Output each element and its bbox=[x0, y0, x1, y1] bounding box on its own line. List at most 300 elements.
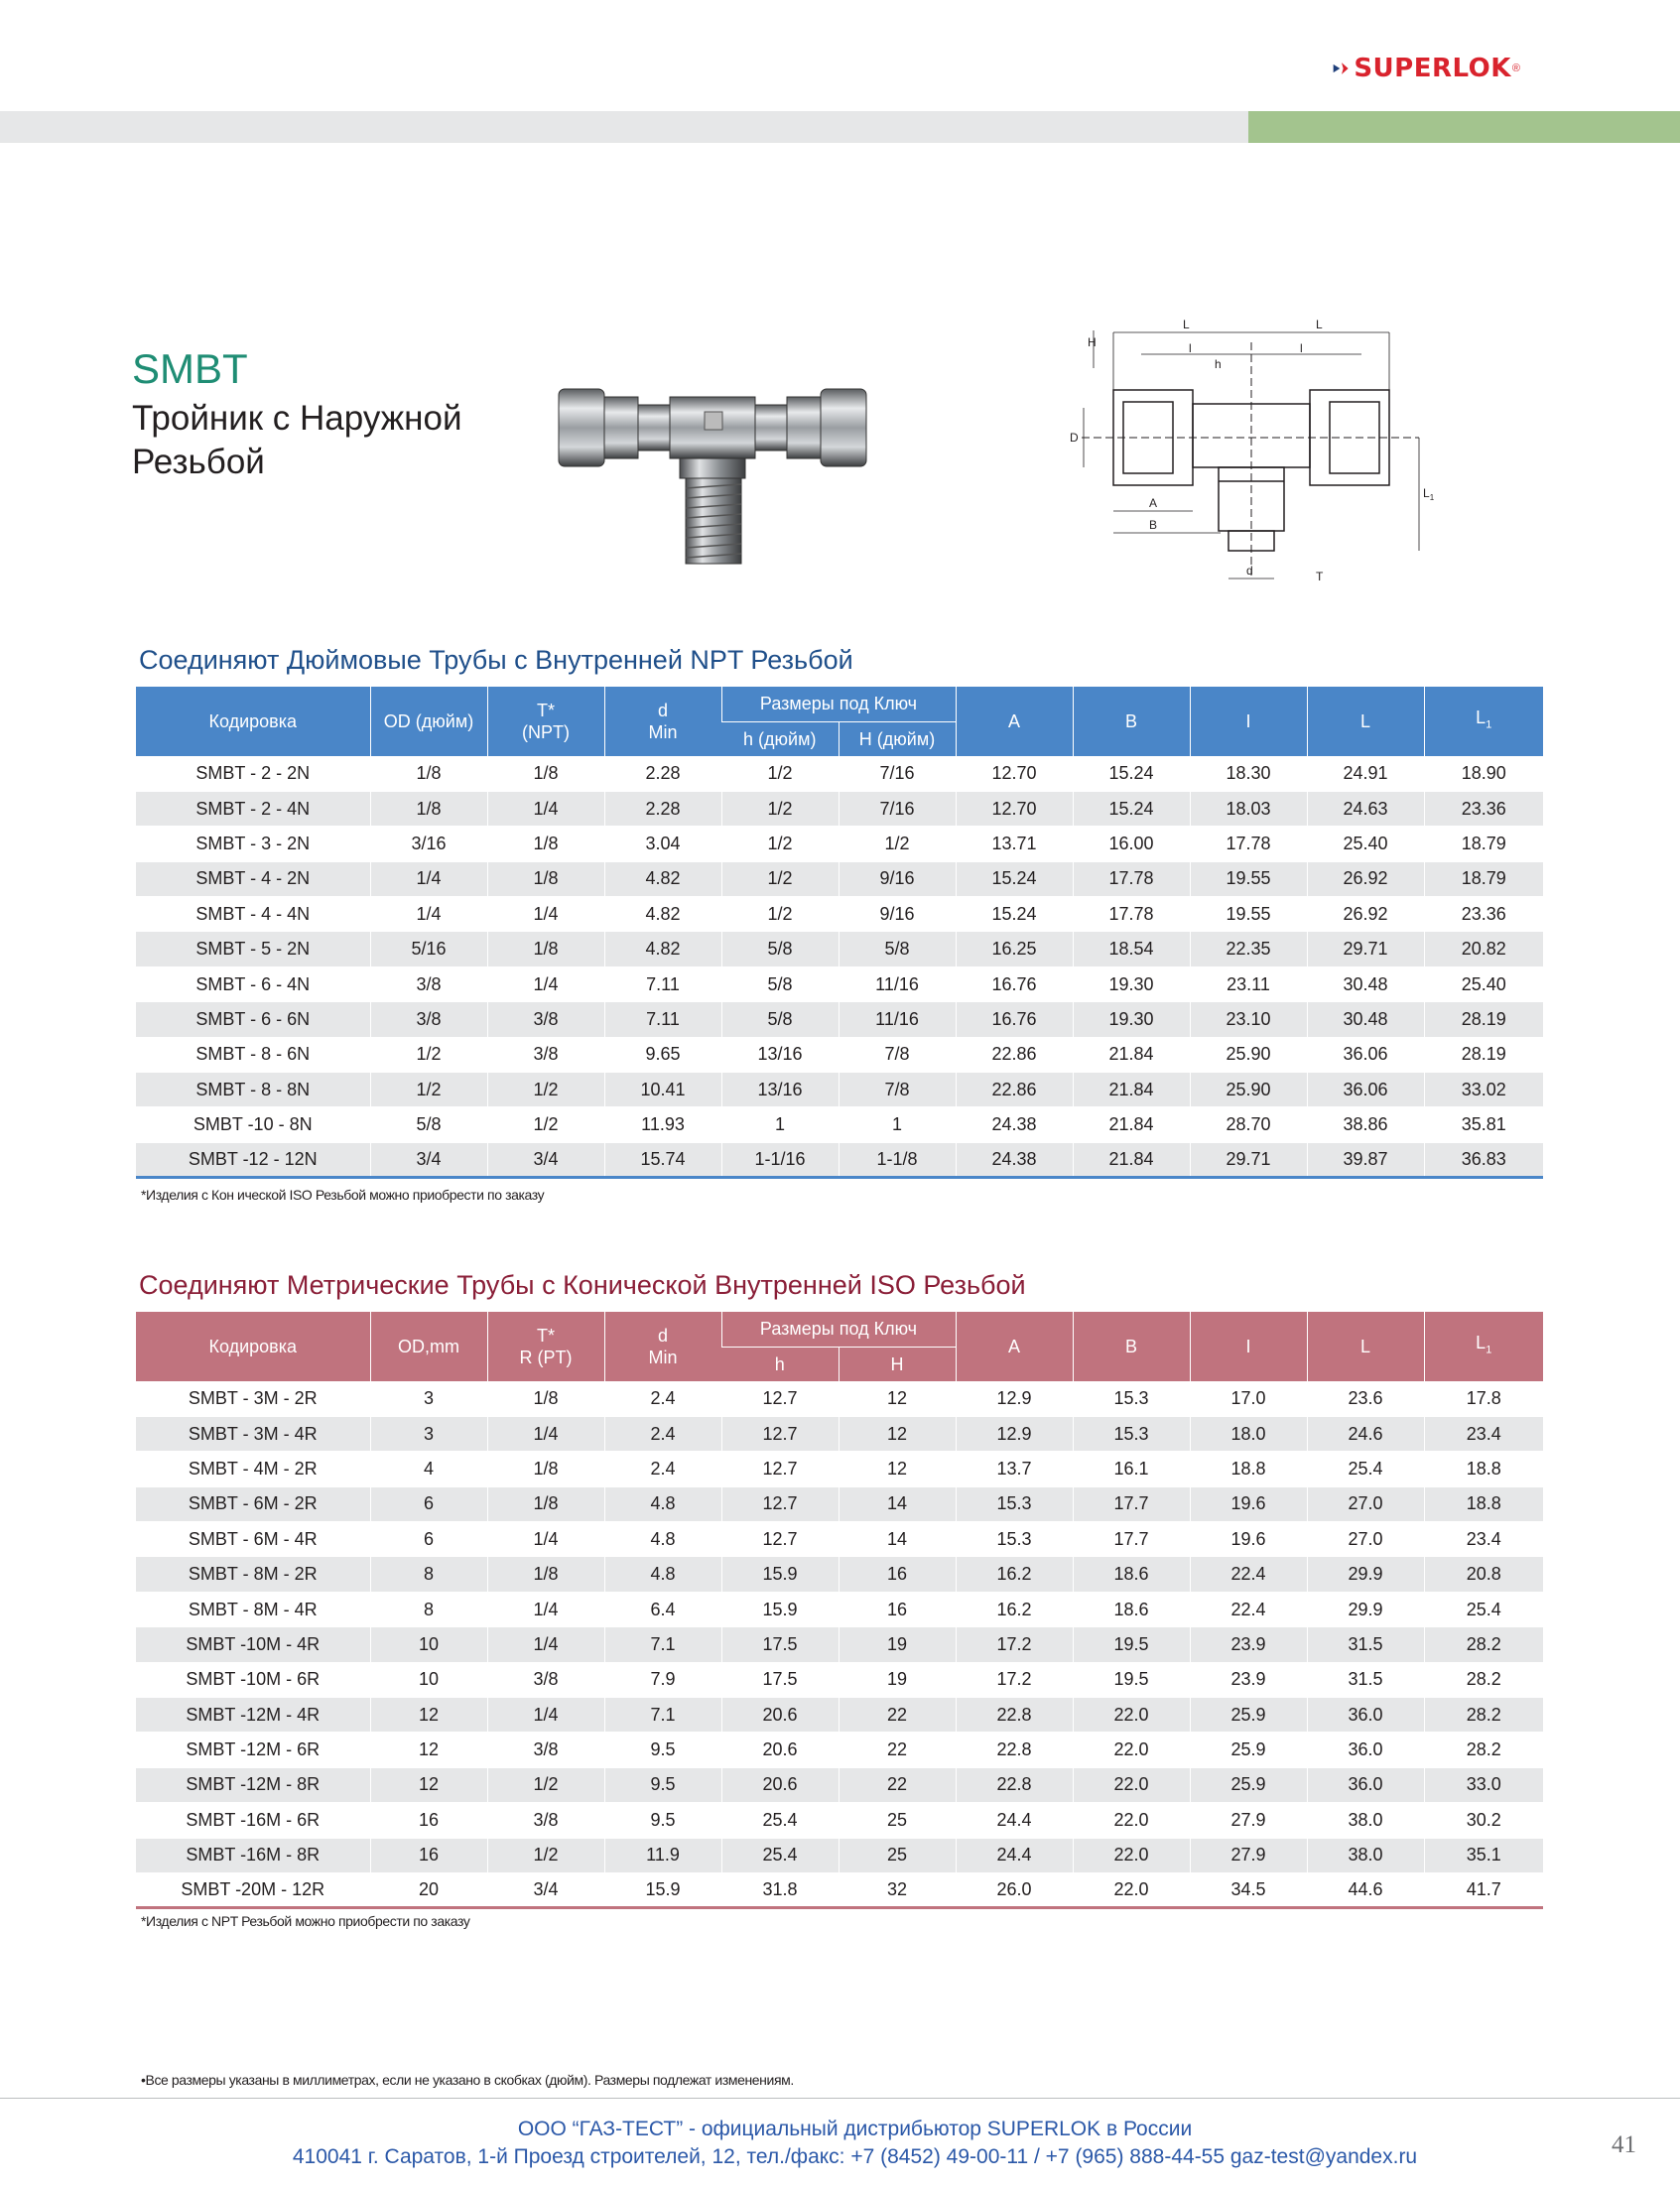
table-cell: 32 bbox=[839, 1872, 956, 1907]
table-cell: 18.6 bbox=[1073, 1592, 1190, 1626]
tee-drawing-icon bbox=[1062, 313, 1439, 600]
part-code-cell: SMBT - 4M - 2R bbox=[136, 1452, 370, 1486]
table-cell: 24.4 bbox=[956, 1803, 1073, 1838]
table-cell: 23.9 bbox=[1190, 1627, 1307, 1662]
table-cell: 5/8 bbox=[721, 932, 839, 966]
table-cell: 11.93 bbox=[604, 1107, 721, 1142]
drawing-label-L-right: L bbox=[1316, 318, 1323, 331]
table-cell: 16.76 bbox=[956, 1002, 1073, 1037]
table-cell: 20.6 bbox=[721, 1767, 839, 1802]
footer-distributor: ООО “ГАЗ-ТЕСТ” - официальный дистрибьютор SUPERLOK в России bbox=[517, 2118, 1193, 2140]
table-cell: 1/8 bbox=[487, 1486, 604, 1521]
table-cell: 29.71 bbox=[1307, 932, 1424, 966]
product-subtitle bbox=[132, 397, 529, 484]
table-cell: 5/8 bbox=[721, 1002, 839, 1037]
part-code-cell: SMBT -10M - 4R bbox=[136, 1627, 370, 1662]
table-cell: 15.9 bbox=[604, 1872, 721, 1907]
table-cell: 3/8 bbox=[487, 1733, 604, 1767]
table-cell: 29.9 bbox=[1307, 1557, 1424, 1592]
table-cell: 13/16 bbox=[721, 1037, 839, 1072]
header-wrench-sizes: Размеры под Ключ bbox=[721, 1312, 956, 1347]
table-cell: 1-1/8 bbox=[839, 1142, 956, 1177]
table-cell: 17.7 bbox=[1073, 1522, 1190, 1557]
inch-table-body bbox=[136, 756, 1543, 1178]
part-code-cell: SMBT - 3 - 2N bbox=[136, 827, 370, 861]
table-cell: 29.9 bbox=[1307, 1592, 1424, 1626]
table-cell: 1/8 bbox=[487, 1381, 604, 1416]
table-cell: 4.82 bbox=[604, 932, 721, 966]
table-cell: 2.4 bbox=[604, 1381, 721, 1416]
table-cell: 15.3 bbox=[956, 1486, 1073, 1521]
table-row bbox=[136, 791, 1543, 826]
table-cell: 35.1 bbox=[1424, 1838, 1543, 1872]
part-code-cell: SMBT - 5 - 2N bbox=[136, 932, 370, 966]
table-cell: 38.0 bbox=[1307, 1838, 1424, 1872]
header-A: A bbox=[956, 1312, 1073, 1381]
header-d-min: d Min bbox=[604, 687, 721, 756]
table-cell: 44.6 bbox=[1307, 1872, 1424, 1907]
table-cell: 10.41 bbox=[604, 1073, 721, 1107]
table-cell: 20.8 bbox=[1424, 1557, 1543, 1592]
table-cell: 7.1 bbox=[604, 1627, 721, 1662]
table-cell: 1-1/16 bbox=[721, 1142, 839, 1177]
drawing-label-l-left: l bbox=[1189, 341, 1192, 355]
table-cell: 18.8 bbox=[1424, 1452, 1543, 1486]
part-code-cell: SMBT - 4 - 4N bbox=[136, 897, 370, 932]
table-cell: 4 bbox=[370, 1452, 487, 1486]
table-cell: 22.8 bbox=[956, 1698, 1073, 1733]
table-cell: 20.6 bbox=[721, 1698, 839, 1733]
table-cell: 12.7 bbox=[721, 1452, 839, 1486]
table-cell: 25.90 bbox=[1190, 1037, 1307, 1072]
general-note: •Все размеры указаны в миллиметрах, если не указано в скобках (дюйм). Размеры подлежат изменениям. bbox=[141, 2072, 794, 2088]
table-cell: 22.0 bbox=[1073, 1872, 1190, 1907]
part-code-cell: SMBT - 8M - 4R bbox=[136, 1592, 370, 1626]
table-cell: 12 bbox=[839, 1452, 956, 1486]
page-number: 41 bbox=[1612, 2131, 1636, 2158]
table-cell: 3/16 bbox=[370, 827, 487, 861]
part-code-cell: SMBT - 3M - 4R bbox=[136, 1416, 370, 1451]
table-cell: 5/16 bbox=[370, 932, 487, 966]
table-cell: 23.4 bbox=[1424, 1522, 1543, 1557]
table-cell: 28.19 bbox=[1424, 1002, 1543, 1037]
table-cell: 18.79 bbox=[1424, 827, 1543, 861]
table-cell: 18.6 bbox=[1073, 1557, 1190, 1592]
table-cell: 16.2 bbox=[956, 1557, 1073, 1592]
table-cell: 20.6 bbox=[721, 1733, 839, 1767]
table-cell: 1/4 bbox=[370, 897, 487, 932]
part-code-cell: SMBT -12M - 4R bbox=[136, 1698, 370, 1733]
table-cell: 1/4 bbox=[487, 791, 604, 826]
header-d-min: d Min bbox=[604, 1312, 721, 1381]
table-cell: 36.83 bbox=[1424, 1142, 1543, 1177]
header-band-green bbox=[1248, 111, 1680, 143]
table-cell: 1 bbox=[721, 1107, 839, 1142]
table-cell: 12 bbox=[370, 1698, 487, 1733]
table-cell: 3/8 bbox=[370, 966, 487, 1001]
part-code-cell: SMBT -10 - 8N bbox=[136, 1107, 370, 1142]
table-cell: 8 bbox=[370, 1592, 487, 1626]
table-cell: 13.71 bbox=[956, 827, 1073, 861]
table-cell: 1/2 bbox=[487, 1107, 604, 1142]
table-cell: 1/2 bbox=[487, 1073, 604, 1107]
table-cell: 4.82 bbox=[604, 861, 721, 896]
table-cell: 19.30 bbox=[1073, 1002, 1190, 1037]
table-cell: 12.70 bbox=[956, 791, 1073, 826]
header-h: h (дюйм) bbox=[721, 721, 839, 756]
table-cell: 4.8 bbox=[604, 1557, 721, 1592]
table-cell: 24.63 bbox=[1307, 791, 1424, 826]
part-code-cell: SMBT - 2 - 2N bbox=[136, 756, 370, 791]
table-cell: 12 bbox=[370, 1767, 487, 1802]
table-cell: 26.0 bbox=[956, 1872, 1073, 1907]
table-cell: 21.84 bbox=[1073, 1142, 1190, 1177]
part-code-cell: SMBT -10M - 6R bbox=[136, 1662, 370, 1697]
table-cell: 41.7 bbox=[1424, 1872, 1543, 1907]
part-code-cell: SMBT - 8 - 8N bbox=[136, 1073, 370, 1107]
table-cell: 24.4 bbox=[956, 1838, 1073, 1872]
table-row bbox=[136, 1486, 1543, 1521]
table-cell: 1/2 bbox=[370, 1037, 487, 1072]
table-cell: 19.55 bbox=[1190, 861, 1307, 896]
table-cell: 16 bbox=[839, 1557, 956, 1592]
table-cell: 19.55 bbox=[1190, 897, 1307, 932]
table-cell: 18.90 bbox=[1424, 756, 1543, 791]
table-cell: 30.48 bbox=[1307, 966, 1424, 1001]
part-code-cell: SMBT - 3M - 2R bbox=[136, 1381, 370, 1416]
table-cell: 22.0 bbox=[1073, 1838, 1190, 1872]
drawing-label-T: T bbox=[1316, 570, 1324, 583]
table-cell: 23.4 bbox=[1424, 1416, 1543, 1451]
table-cell: 10 bbox=[370, 1627, 487, 1662]
table-cell: 17.2 bbox=[956, 1627, 1073, 1662]
table-row bbox=[136, 1107, 1543, 1142]
table-cell: 18.0 bbox=[1190, 1416, 1307, 1451]
table-cell: 16 bbox=[370, 1838, 487, 1872]
table-cell: 22.86 bbox=[956, 1037, 1073, 1072]
drawing-label-B: B bbox=[1149, 518, 1158, 532]
table-cell: 25.90 bbox=[1190, 1073, 1307, 1107]
table-cell: 22.0 bbox=[1073, 1803, 1190, 1838]
table-cell: 1/4 bbox=[487, 897, 604, 932]
table-cell: 17.2 bbox=[956, 1662, 1073, 1697]
table-cell: 22.4 bbox=[1190, 1592, 1307, 1626]
footer-divider bbox=[0, 2098, 1680, 2099]
table-cell: 9.5 bbox=[604, 1733, 721, 1767]
table-cell: 7.1 bbox=[604, 1698, 721, 1733]
table-row bbox=[136, 1872, 1543, 1907]
table-cell: 27.0 bbox=[1307, 1486, 1424, 1521]
table-cell: 21.84 bbox=[1073, 1107, 1190, 1142]
table-cell: 4.82 bbox=[604, 897, 721, 932]
table-cell: 2.28 bbox=[604, 791, 721, 826]
header-l: I bbox=[1190, 1312, 1307, 1381]
brand-logo bbox=[1332, 52, 1520, 85]
table-row bbox=[136, 861, 1543, 896]
table-cell: 36.06 bbox=[1307, 1073, 1424, 1107]
table-cell: 23.11 bbox=[1190, 966, 1307, 1001]
table-cell: 2.4 bbox=[604, 1416, 721, 1451]
table-cell: 22.0 bbox=[1073, 1767, 1190, 1802]
table-cell: 1/2 bbox=[839, 827, 956, 861]
part-code-cell: SMBT - 8 - 6N bbox=[136, 1037, 370, 1072]
table-cell: 31.5 bbox=[1307, 1662, 1424, 1697]
table-cell: 1/4 bbox=[487, 1698, 604, 1733]
table-cell: 39.87 bbox=[1307, 1142, 1424, 1177]
table-cell: 29.71 bbox=[1190, 1142, 1307, 1177]
table-cell: 1/2 bbox=[487, 1838, 604, 1872]
table-cell: 1/8 bbox=[487, 861, 604, 896]
table-cell: 13.7 bbox=[956, 1452, 1073, 1486]
table-cell: 1/8 bbox=[370, 756, 487, 791]
table-cell: 17.78 bbox=[1073, 861, 1190, 896]
table-cell: 16.1 bbox=[1073, 1452, 1190, 1486]
table-cell: 23.9 bbox=[1190, 1662, 1307, 1697]
table-cell: 12.70 bbox=[956, 756, 1073, 791]
table-row bbox=[136, 1522, 1543, 1557]
table-cell: 1/4 bbox=[487, 1416, 604, 1451]
header-L1: $L_1$ bbox=[1424, 687, 1543, 756]
table-cell: 23.10 bbox=[1190, 1002, 1307, 1037]
table-cell: 5/8 bbox=[721, 966, 839, 1001]
table-cell: 1/2 bbox=[487, 1767, 604, 1802]
table-cell: 25.4 bbox=[1307, 1452, 1424, 1486]
table-cell: 3/8 bbox=[370, 1002, 487, 1037]
table-cell: 3/8 bbox=[487, 1037, 604, 1072]
table-cell: 19.5 bbox=[1073, 1627, 1190, 1662]
table-cell: 15.9 bbox=[721, 1557, 839, 1592]
table-cell: 19 bbox=[839, 1627, 956, 1662]
table-cell: 15.3 bbox=[956, 1522, 1073, 1557]
table-cell: 28.2 bbox=[1424, 1627, 1543, 1662]
table-cell: 16.25 bbox=[956, 932, 1073, 966]
table-row bbox=[136, 1592, 1543, 1626]
table-cell: 3 bbox=[370, 1416, 487, 1451]
table-cell: 16.2 bbox=[956, 1592, 1073, 1626]
table-cell: 12 bbox=[839, 1381, 956, 1416]
header-L: L bbox=[1307, 1312, 1424, 1381]
table-cell: 17.78 bbox=[1073, 897, 1190, 932]
table-cell: 22.8 bbox=[956, 1733, 1073, 1767]
table-cell: 1/2 bbox=[721, 897, 839, 932]
table-row bbox=[136, 1662, 1543, 1697]
table-cell: 31.8 bbox=[721, 1872, 839, 1907]
table-cell: 21.84 bbox=[1073, 1037, 1190, 1072]
table-cell: 1/2 bbox=[721, 791, 839, 826]
table-cell: 1/4 bbox=[487, 1522, 604, 1557]
table-cell: 25 bbox=[839, 1838, 956, 1872]
table-cell: 21.84 bbox=[1073, 1073, 1190, 1107]
table-cell: 18.54 bbox=[1073, 932, 1190, 966]
table-cell: 30.48 bbox=[1307, 1002, 1424, 1037]
part-code-cell: SMBT - 8M - 2R bbox=[136, 1557, 370, 1592]
table-cell: 15.24 bbox=[1073, 756, 1190, 791]
table-cell: 1/8 bbox=[487, 932, 604, 966]
table-cell: 1/8 bbox=[487, 1452, 604, 1486]
header-B: B bbox=[1073, 687, 1190, 756]
table-cell: 22.0 bbox=[1073, 1733, 1190, 1767]
table-cell: 3/8 bbox=[487, 1662, 604, 1697]
table-row bbox=[136, 1142, 1543, 1177]
table-row bbox=[136, 756, 1543, 791]
table-cell: 22 bbox=[839, 1767, 956, 1802]
table-cell: 15.3 bbox=[1073, 1416, 1190, 1451]
table-cell: 15.24 bbox=[1073, 791, 1190, 826]
table-row bbox=[136, 1767, 1543, 1802]
table-cell: 25.40 bbox=[1424, 966, 1543, 1001]
table-cell: 7.9 bbox=[604, 1662, 721, 1697]
table-cell: 12.7 bbox=[721, 1416, 839, 1451]
header-wrench-sizes: Размеры под Ключ bbox=[721, 687, 956, 721]
part-code-cell: SMBT -16M - 6R bbox=[136, 1803, 370, 1838]
part-code-cell: SMBT - 6 - 6N bbox=[136, 1002, 370, 1037]
part-code-cell: SMBT - 4 - 2N bbox=[136, 861, 370, 896]
table-cell: 23.6 bbox=[1307, 1381, 1424, 1416]
table-cell: 15.9 bbox=[721, 1592, 839, 1626]
table-cell: 2.28 bbox=[604, 756, 721, 791]
table-cell: 7/16 bbox=[839, 791, 956, 826]
table-cell: 25.9 bbox=[1190, 1733, 1307, 1767]
table-cell: 20.82 bbox=[1424, 932, 1543, 966]
table-cell: 1/8 bbox=[370, 791, 487, 826]
header-h: h bbox=[721, 1347, 839, 1381]
table-row bbox=[136, 827, 1543, 861]
table-cell: 9.65 bbox=[604, 1037, 721, 1072]
table-cell: 1/2 bbox=[370, 1073, 487, 1107]
table-cell: 16.76 bbox=[956, 966, 1073, 1001]
table-cell: 11.9 bbox=[604, 1838, 721, 1872]
part-code-cell: SMBT - 6M - 2R bbox=[136, 1486, 370, 1521]
table-cell: 17.5 bbox=[721, 1627, 839, 1662]
table-cell: 17.8 bbox=[1424, 1381, 1543, 1416]
table-cell: 1/8 bbox=[487, 1557, 604, 1592]
drawing-label-D: D bbox=[1070, 431, 1079, 445]
table-cell: 3/4 bbox=[487, 1872, 604, 1907]
table-row bbox=[136, 1838, 1543, 1872]
header-od: OD (дюйм) bbox=[370, 687, 487, 756]
table-cell: 22.0 bbox=[1073, 1698, 1190, 1733]
header-l: I bbox=[1190, 687, 1307, 756]
table-cell: 1/2 bbox=[721, 827, 839, 861]
table-cell: 25.4 bbox=[721, 1838, 839, 1872]
table-cell: 27.0 bbox=[1307, 1522, 1424, 1557]
table-row bbox=[136, 1698, 1543, 1733]
table-cell: 30.2 bbox=[1424, 1803, 1543, 1838]
table-cell: 9.5 bbox=[604, 1803, 721, 1838]
table-cell: 12 bbox=[370, 1733, 487, 1767]
header-B: B bbox=[1073, 1312, 1190, 1381]
table-row bbox=[136, 1416, 1543, 1451]
table-cell: 9.5 bbox=[604, 1767, 721, 1802]
part-code-cell: SMBT -12M - 6R bbox=[136, 1733, 370, 1767]
table-cell: 22 bbox=[839, 1698, 956, 1733]
table-cell: 11/16 bbox=[839, 966, 956, 1001]
table-cell: 33.0 bbox=[1424, 1767, 1543, 1802]
table-cell: 1/4 bbox=[487, 966, 604, 1001]
header-band-gray bbox=[0, 111, 1248, 143]
table-row bbox=[136, 1452, 1543, 1486]
part-code-cell: SMBT -12M - 8R bbox=[136, 1767, 370, 1802]
table-cell: 22.35 bbox=[1190, 932, 1307, 966]
table-cell: 24.91 bbox=[1307, 756, 1424, 791]
product-model: SMBT bbox=[132, 345, 248, 392]
table-cell: 14 bbox=[839, 1486, 956, 1521]
table-row bbox=[136, 1627, 1543, 1662]
drawing-label-A: A bbox=[1149, 496, 1158, 510]
inch-spec-table bbox=[136, 687, 1543, 1179]
table-cell: 18.8 bbox=[1424, 1486, 1543, 1521]
header-H: H bbox=[839, 1347, 956, 1381]
table-cell: 27.9 bbox=[1190, 1803, 1307, 1838]
table-cell: 12.9 bbox=[956, 1381, 1073, 1416]
part-code-cell: SMBT -12 - 12N bbox=[136, 1142, 370, 1177]
product-photo bbox=[551, 367, 888, 576]
table-cell: 7/8 bbox=[839, 1037, 956, 1072]
table-cell: 24.6 bbox=[1307, 1416, 1424, 1451]
table-cell: 17.7 bbox=[1073, 1486, 1190, 1521]
table-cell: 28.19 bbox=[1424, 1037, 1543, 1072]
drawing-label-d: d bbox=[1246, 564, 1253, 578]
table-cell: 38.86 bbox=[1307, 1107, 1424, 1142]
table-cell: 1/8 bbox=[487, 827, 604, 861]
drawing-label-L1: $L_1$ bbox=[1423, 486, 1435, 502]
table-cell: 15.24 bbox=[956, 861, 1073, 896]
table-cell: 9/16 bbox=[839, 897, 956, 932]
header-thread: T* R (PT) bbox=[487, 1312, 604, 1381]
table-cell: 5/8 bbox=[839, 932, 956, 966]
table-cell: 6 bbox=[370, 1486, 487, 1521]
table-row bbox=[136, 1073, 1543, 1107]
table-cell: 24.38 bbox=[956, 1107, 1073, 1142]
table-row bbox=[136, 966, 1543, 1001]
table-cell: 18.79 bbox=[1424, 861, 1543, 896]
part-code-cell: SMBT -20M - 12R bbox=[136, 1872, 370, 1907]
table-cell: 27.9 bbox=[1190, 1838, 1307, 1872]
table-row bbox=[136, 1381, 1543, 1416]
table-cell: 18.30 bbox=[1190, 756, 1307, 791]
table-cell: 28.70 bbox=[1190, 1107, 1307, 1142]
table-cell: 23.36 bbox=[1424, 791, 1543, 826]
table-cell: 3/4 bbox=[487, 1142, 604, 1177]
table-cell: 1 bbox=[839, 1107, 956, 1142]
table-cell: 22.8 bbox=[956, 1767, 1073, 1802]
product-subtitle-line1: Тройник с Наружной bbox=[132, 399, 462, 438]
table-cell: 26.92 bbox=[1307, 861, 1424, 896]
table-cell: 28.2 bbox=[1424, 1698, 1543, 1733]
header-code: Кодировка bbox=[136, 1312, 370, 1381]
table-cell: 18.8 bbox=[1190, 1452, 1307, 1486]
technical-drawing bbox=[1062, 313, 1439, 600]
metric-spec-table bbox=[136, 1312, 1543, 1909]
table-cell: 12.7 bbox=[721, 1486, 839, 1521]
table-cell: 1/8 bbox=[487, 756, 604, 791]
table-cell: 36.0 bbox=[1307, 1698, 1424, 1733]
table-cell: 22 bbox=[839, 1733, 956, 1767]
table-cell: 20 bbox=[370, 1872, 487, 1907]
table-cell: 22.86 bbox=[956, 1073, 1073, 1107]
table-cell: 25 bbox=[839, 1803, 956, 1838]
table-cell: 6 bbox=[370, 1522, 487, 1557]
table-cell: 28.2 bbox=[1424, 1733, 1543, 1767]
table-cell: 1/2 bbox=[721, 861, 839, 896]
table-cell: 19.5 bbox=[1073, 1662, 1190, 1697]
table-cell: 36.0 bbox=[1307, 1733, 1424, 1767]
table-cell: 25.9 bbox=[1190, 1698, 1307, 1733]
drawing-label-L-left: L bbox=[1183, 318, 1190, 331]
table-cell: 19.30 bbox=[1073, 966, 1190, 1001]
header-A: A bbox=[956, 687, 1073, 756]
metric-table-body bbox=[136, 1381, 1543, 1908]
